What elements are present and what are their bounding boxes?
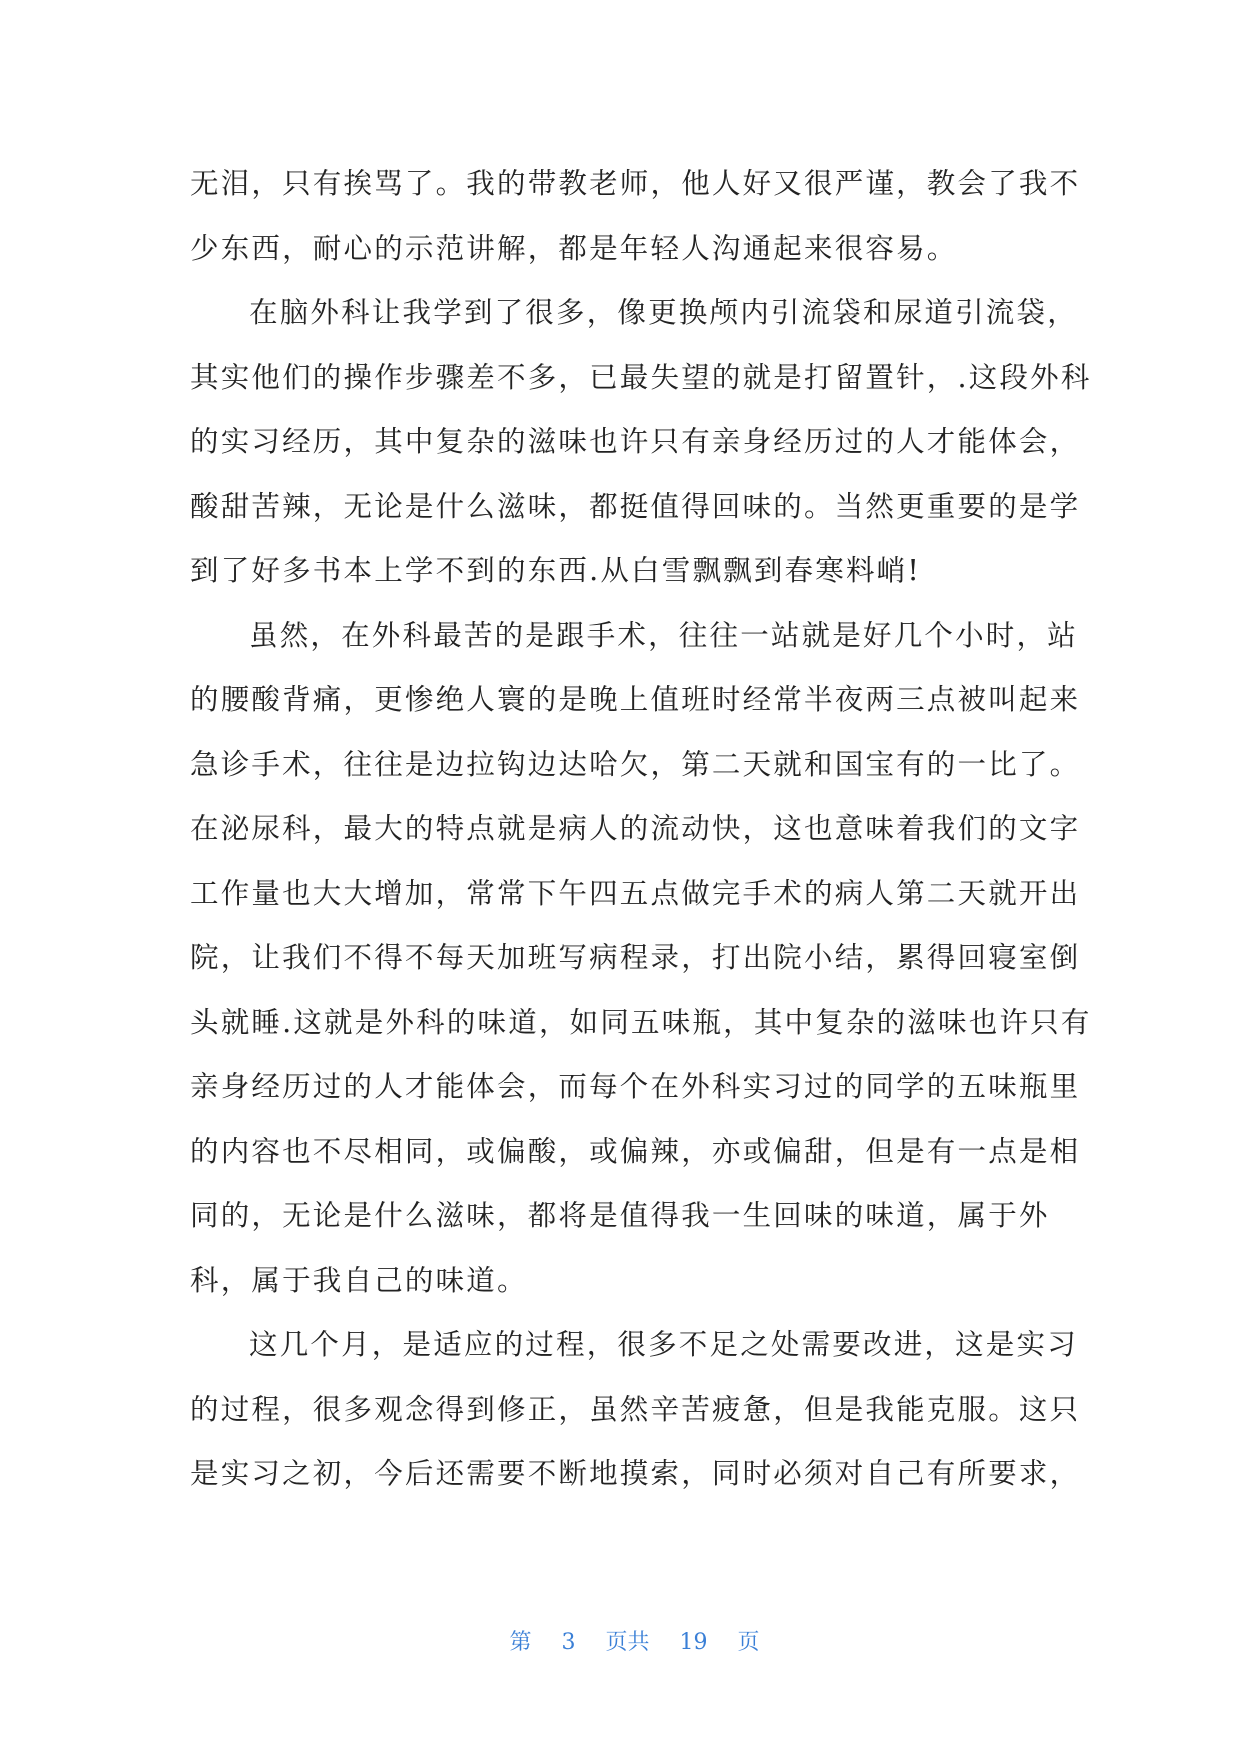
text-line: 科，属于我自己的味道。 [190,1263,528,1297]
paragraph-start-line: 虽然，在外科最苦的是跟手术，往往一站就是好几个小时，站 [249,618,1078,652]
total-pages-number: 19 [679,1630,708,1655]
text-line: 头就睡.这就是外科的味道，如同五味瓶，其中复杂的滋味也许只有 [190,1005,1092,1039]
text-line: 是实习之初，今后还需要不断地摸索，同时必须对自己有所要求， [190,1457,1081,1490]
text-line: 的实习经历，其中复杂的滋味也许只有亲身经历过的人才能体会， [190,425,1081,458]
text-line: 亲身经历过的人才能体会，而每个在外科实习过的同学的五味瓶里 [190,1070,1081,1103]
footer-prefix: 第 [509,1630,532,1655]
text-line: 急诊手术，往往是边拉钩边达哈欠，第二天就和国宝有的一比了。 [190,747,1081,781]
text-line: 少东西，耐心的示范讲解，都是年轻人沟通起来很容易。 [190,231,958,265]
text-line: 的腰酸背痛，更惨绝人寰的是晚上值班时经常半夜两三点被叫起来 [190,683,1081,716]
current-page-number: 3 [561,1630,576,1655]
text-line: 的内容也不尽相同，或偏酸，或偏辣，亦或偏甜，但是有一点是相 [190,1134,1081,1168]
text-line: 同的，无论是什么滋味，都将是值得我一生回味的味道，属于外 [190,1199,1050,1232]
paragraph-start-line: 这几个月，是适应的过程，很多不足之处需要改进，这是实习 [249,1328,1078,1361]
text-line: 的过程，很多观念得到修正，虽然辛苦疲惫，但是我能克服。这只 [190,1392,1081,1426]
text-line: 工作量也大大增加，常常下午四五点做完手术的病人第二天就开出 [190,876,1081,910]
footer-suffix: 页 [737,1630,760,1655]
paragraph-start-line: 在脑外科让我学到了很多，像更换颅内引流袋和尿道引流袋， [249,296,1078,329]
page-footer [0,1600,1241,1681]
text-line: 酸甜苦辣，无论是什么滋味，都挺值得回味的。当然更重要的是学 [190,489,1081,523]
text-line: 在泌尿科，最大的特点就是病人的流动快，这也意味着我们的文字 [190,812,1081,845]
text-line: 无泪，只有挨骂了。我的带教老师，他人好又很严谨，教会了我不 [190,167,1081,200]
text-line: 其实他们的操作步骤差不多，已最失望的就是打留置针，.这段外科 [190,360,1092,394]
text-line: 院，让我们不得不每天加班写病程录，打出院小结，累得回寝室倒 [190,941,1081,974]
text-line: 到了好多书本上学不到的东西.从白雪飘飘到春寒料峭! [190,554,922,587]
footer-middle: 页共 [605,1630,650,1655]
document-body [190,152,1092,1507]
